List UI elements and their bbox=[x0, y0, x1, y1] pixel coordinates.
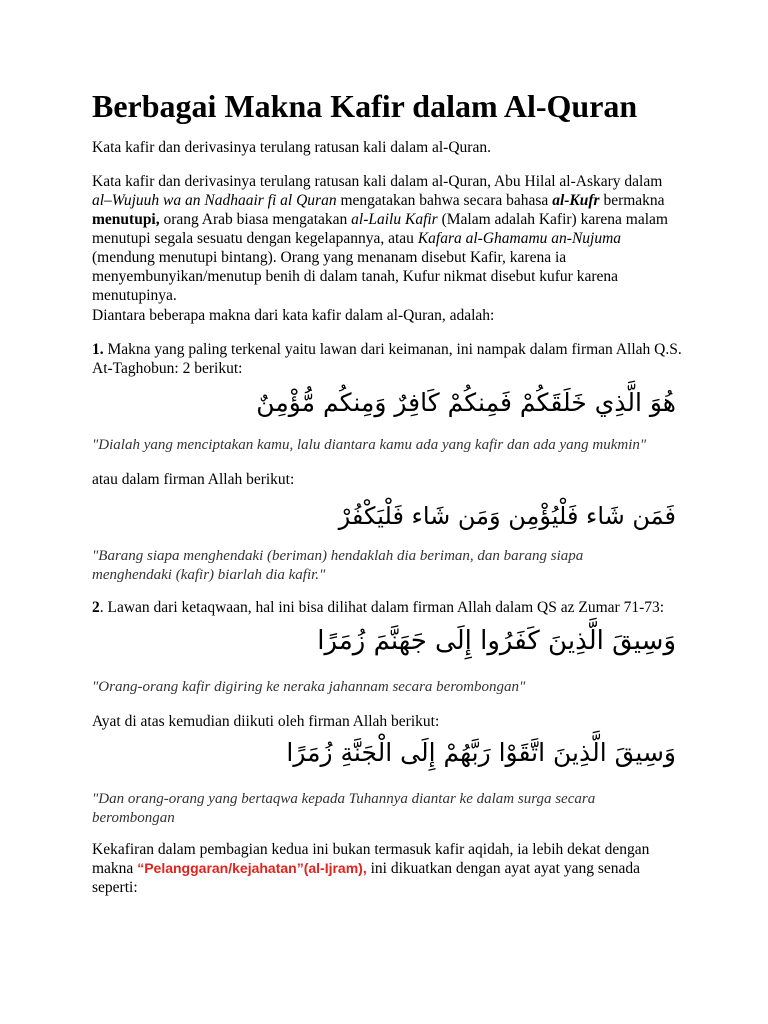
text-span: mengatakan bahwa secara bahasa bbox=[336, 192, 553, 209]
text-span: Makna yang paling terkenal yaitu lawan dari keimanan, ini nampak dalam firman Allah Q.S. At-Taghobun: 2 berikut: bbox=[92, 341, 682, 377]
text-span: Kekafiran dalam pembagian kedua ini bukan termasuk kafir aqidah, ia lebih dekat dengan makna bbox=[92, 841, 650, 877]
text-span: (mendung menutupi bintang). Orang yang menanam disebut Kafir, karena ia menyembunyikan/menutup benih di dalam tanah, Kufur nikmat disebut kufur karena menutupinya. bbox=[92, 249, 619, 304]
arabic-verse-4: وَسِيقَ الَّذِينَ اتَّقَوْا رَبَّهُمْ إِلَى الْجَنَّةِ زُمَرًا bbox=[286, 738, 676, 767]
closing-paragraph bbox=[92, 840, 682, 897]
arabic-verse-2: فَمَن شَاء فَلْيُؤْمِن وَمَن شَاء فَلْيَكْفُرْ bbox=[338, 502, 676, 530]
text-span: (Malam adalah Kafir) karena malam menutupi segala sesuatu dengan kegelapannya, atau bbox=[92, 211, 668, 247]
point-number: 2 bbox=[92, 599, 100, 616]
arabic-verse-1: هُوَ الَّذِي خَلَقَكُمْ فَمِنكُمْ كَافِرٌ وَمِنكُم مُّؤْمِنٌ bbox=[256, 388, 676, 417]
list-intro-paragraph: Diantara beberapa makna dari kata kafir dalam al-Quran, adalah: bbox=[92, 307, 495, 324]
book-title: al–Wujuuh wa an Nadhaair fi al Quran bbox=[92, 192, 337, 209]
text-span: bermakna bbox=[599, 192, 665, 209]
term-al-kufr: al-Kufr bbox=[552, 192, 600, 209]
text-span: ini dikuatkan dengan ayat ayat yang senada seperti: bbox=[92, 860, 641, 896]
point-1-paragraph bbox=[92, 340, 682, 378]
point-2-paragraph bbox=[92, 598, 682, 617]
document-title: Berbagai Makna Kafir dalam Al-Quran bbox=[92, 88, 638, 124]
text-span: Kata kafir dan derivasinya terulang ratusan kali dalam al-Quran, Abu Hilal al-Askary dalam bbox=[92, 173, 663, 190]
ayat-paragraph: Ayat di atas kemudian diikuti oleh firman Allah berikut: bbox=[92, 713, 440, 730]
atau-paragraph: atau dalam firman Allah berikut: bbox=[92, 471, 295, 488]
intro-paragraph: Kata kafir dan derivasinya terulang ratusan kali dalam al-Quran. bbox=[92, 139, 491, 156]
arabic-verse-3: وَسِيقَ الَّذِينَ كَفَرُوا إِلَى جَهَنَّمَ زُمَرًا bbox=[317, 626, 676, 656]
translation-1: "Dialah yang menciptakan kamu, lalu diantara kamu ada yang kafir dan ada yang mukmin" bbox=[92, 437, 647, 453]
text-span: . Lawan dari ketaqwaan, hal ini bisa dilihat dalam firman Allah dalam QS az Zumar 71-73: bbox=[99, 599, 665, 616]
translation-2: "Barang siapa menghendaki (beriman) hendaklah dia beriman, dan barang siapa menghendaki (kafir) biarlah dia kafir." bbox=[92, 548, 584, 583]
phrase-lailu-kafir: al-Lailu Kafir bbox=[351, 211, 438, 228]
definition-paragraph bbox=[92, 172, 682, 305]
term-menutupi: menutupi, bbox=[92, 211, 160, 228]
point-number: 1. bbox=[92, 341, 104, 358]
translation-4: "Dan orang-orang yang bertaqwa kepada Tuhannya diantar ke dalam surga secara berombongan bbox=[92, 791, 596, 826]
text-span: orang Arab biasa mengatakan bbox=[159, 211, 352, 228]
highlighted-term: “Pelanggaran/kejahatan”(al-Ijram), bbox=[137, 860, 367, 876]
phrase-kafara: Kafara al-Ghamamu an-Nujuma bbox=[417, 230, 622, 247]
translation-3: "Orang-orang kafir digiring ke neraka jahannam secara berombongan" bbox=[92, 679, 526, 695]
